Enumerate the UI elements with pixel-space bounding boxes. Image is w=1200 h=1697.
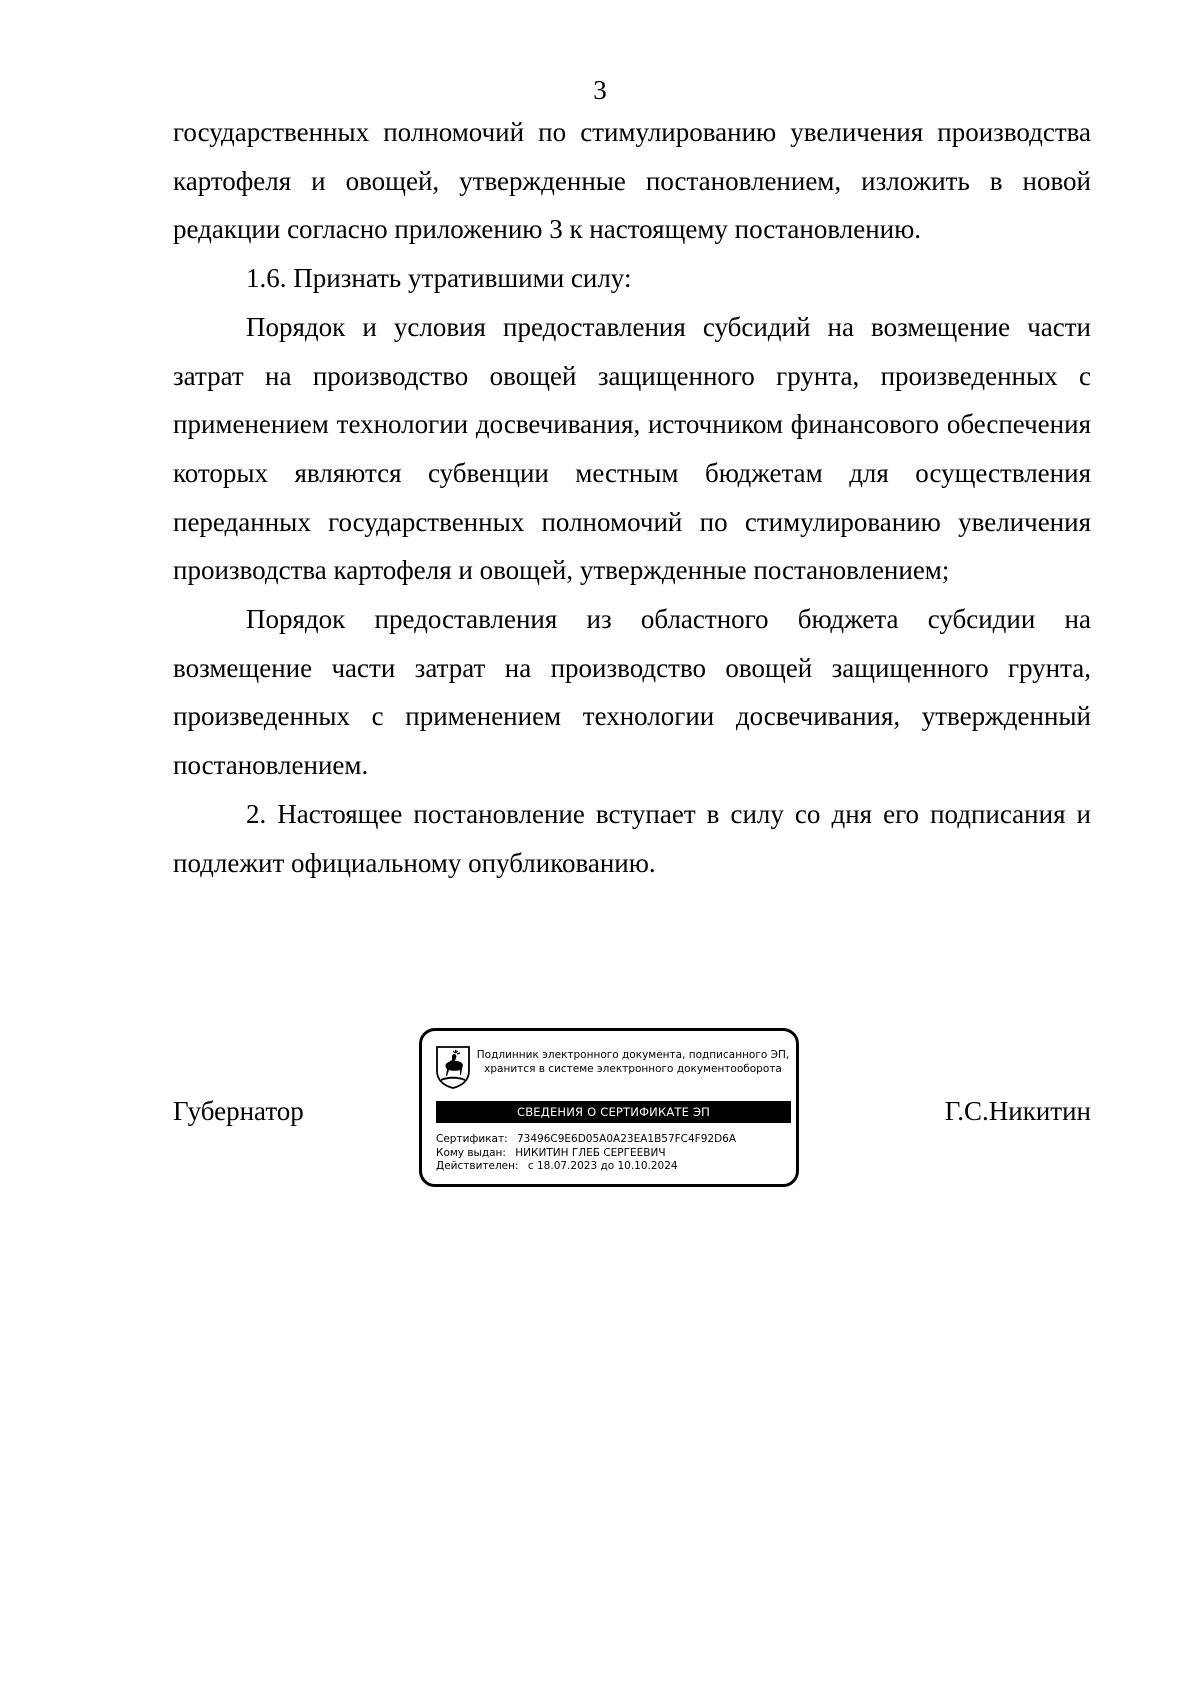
stamp-certificate-row: [436, 1133, 791, 1147]
paragraph-item-1-6: 1.6. Признать утратившими силу:: [246, 263, 632, 294]
coat-of-arms-deer-icon: [435, 1045, 471, 1089]
signatory-name: Г.С.Никитин: [944, 1096, 1091, 1126]
validity-value: с 18.07.2023 до 10.10.2024: [527, 1160, 678, 1172]
stamp-certificate-bar: СВЕДЕНИЯ О СЕРТИФИКАТЕ ЭП: [436, 1101, 791, 1123]
paragraph-repealed-order-1: Порядок и условия предоставления субсидий на возмещение части затрат на производство овощей защищенного грунта, произведенных с применением технологии досвечивания, источником финансового обеспечения которых являются субвенции местным бюджетам для осуществления переданных государственных полномочий по стимулированию увеличения производства картофеля и овощей, утвержденные постановлением;: [173, 311, 1091, 586]
stamp-header-line-2: хранится в системе электронного документооборота: [484, 1063, 782, 1075]
stamp-certificate-details: [436, 1133, 791, 1174]
paragraph-item-2: 2. Настоящее постановление вступает в силу со дня его подписания и подлежит официальному опубликованию.: [173, 798, 1091, 878]
paragraph-continuation: государственных полномочий по стимулированию увеличения производства картофеля и овощей, утвержденные постановлением, изложить в новой редакции согласно приложению 3 к настоящему постановлению.: [173, 117, 1091, 245]
stamp-validity-row: [436, 1160, 791, 1174]
page-number: 3: [593, 75, 607, 105]
issued-to-value: НИКИТИН ГЛЕБ СЕРГЕЕВИЧ: [515, 1146, 666, 1159]
signatory-title: Губернатор: [173, 1096, 304, 1126]
electronic-signature-stamp: [419, 1028, 799, 1187]
stamp-header-line-1: Подлинник электронного документа, подписанного ЭП,: [476, 1049, 790, 1061]
certificate-value: 73496C9E6D05A0A23EA1B57FC4F92D6A: [516, 1133, 737, 1145]
stamp-issued-to-row: [436, 1147, 791, 1161]
stamp-header: [474, 1048, 792, 1076]
document-body: [173, 108, 1091, 887]
validity-label: Действителен:: [436, 1160, 519, 1172]
paragraph-repealed-order-2: Порядок предоставления из областного бюджета субсидии на возмещение части затрат на производство овощей защищенного грунта, произведенных с применением технологии досвечивания, утвержденный постановлением.: [173, 604, 1091, 781]
issued-to-label: Кому выдан:: [436, 1146, 506, 1159]
certificate-label: Сертификат:: [436, 1133, 508, 1145]
